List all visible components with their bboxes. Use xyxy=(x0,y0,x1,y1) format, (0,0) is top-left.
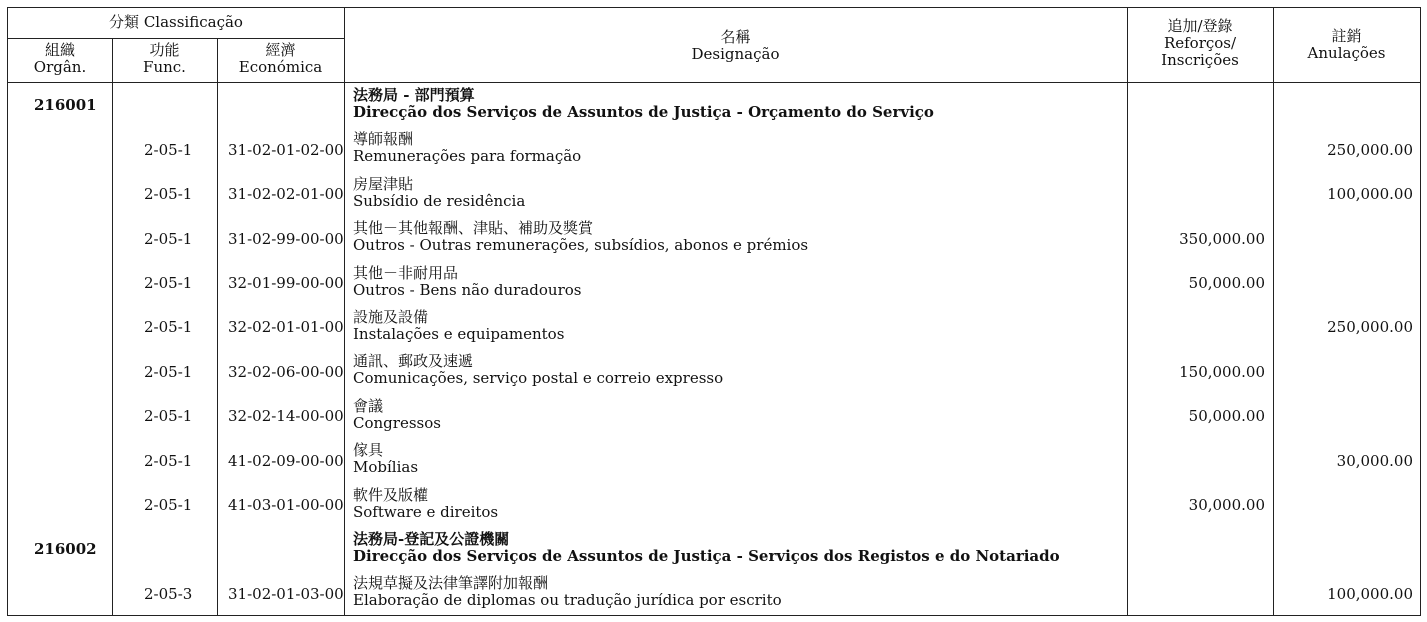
row-designacao xyxy=(353,442,418,476)
header-anulacoes xyxy=(1273,28,1420,62)
row-reforcos: 30,000.00 xyxy=(1188,496,1265,514)
section-organ-code: 216001 xyxy=(34,96,97,114)
row-econ: 41-02-09-00-00 xyxy=(228,452,344,470)
row-desig-zh: 軟件及版權 xyxy=(353,486,429,504)
row-designacao xyxy=(353,398,441,432)
col-divider-econ xyxy=(344,8,345,615)
row-desig-zh: 其他－非耐用品 xyxy=(353,264,459,282)
row-econ: 31-02-02-01-00 xyxy=(228,185,344,203)
row-desig-zh: 傢具 xyxy=(353,441,384,459)
header-designacao-pt: Designação xyxy=(691,45,780,63)
row-anulacoes: 250,000.00 xyxy=(1327,318,1413,336)
header-reforcos-zh: 追加/登錄 xyxy=(1167,17,1233,35)
header-reforcos xyxy=(1127,18,1273,69)
row-func: 2-05-1 xyxy=(144,141,193,159)
row-designacao xyxy=(353,176,525,210)
row-reforcos: 150,000.00 xyxy=(1179,363,1265,381)
row-desig-pt: Remunerações para formação xyxy=(353,147,582,165)
row-econ: 32-02-14-00-00 xyxy=(228,407,344,425)
row-func: 2-05-1 xyxy=(144,274,193,292)
row-econ: 31-02-01-02-00 xyxy=(228,141,344,159)
row-func: 2-05-3 xyxy=(144,585,193,603)
row-desig-zh: 設施及設備 xyxy=(353,308,429,326)
row-econ: 32-02-01-01-00 xyxy=(228,318,344,336)
row-func: 2-05-1 xyxy=(144,452,193,470)
header-reforcos-pt1: Reforços/ xyxy=(1163,34,1237,52)
header-econ xyxy=(217,42,344,76)
row-desig-pt: Congressos xyxy=(353,414,441,432)
section-organ-code: 216002 xyxy=(34,540,97,558)
header-func-zh: 功能 xyxy=(149,41,180,59)
row-anulacoes: 100,000.00 xyxy=(1327,185,1413,203)
row-func: 2-05-1 xyxy=(144,496,193,514)
header-organ-pt: Orgân. xyxy=(33,58,87,76)
row-designacao xyxy=(353,309,564,343)
row-anulacoes: 30,000.00 xyxy=(1336,452,1413,470)
col-divider-desig xyxy=(1127,8,1128,615)
header-anulacoes-pt: Anulações xyxy=(1307,44,1386,62)
row-designacao xyxy=(353,575,782,609)
section-title-zh: 法務局-登記及公證機關 xyxy=(353,530,510,548)
row-designacao xyxy=(353,220,808,254)
header-func-pt: Func. xyxy=(143,58,186,76)
row-econ: 31-02-99-00-00 xyxy=(228,230,344,248)
header-classificacao: 分類 Classificação xyxy=(109,13,243,31)
row-anulacoes: 250,000.00 xyxy=(1327,141,1413,159)
col-divider-func xyxy=(217,38,218,615)
row-econ: 41-03-01-00-00 xyxy=(228,496,344,514)
row-desig-zh: 房屋津貼 xyxy=(353,175,414,193)
row-desig-zh: 通訊、郵政及速遞 xyxy=(353,352,474,370)
row-desig-pt: Instalações e equipamentos xyxy=(353,325,565,343)
header-reforcos-pt2: Inscrições xyxy=(1161,51,1239,69)
col-divider-reforcos xyxy=(1273,8,1274,615)
row-desig-pt: Software e direitos xyxy=(353,503,499,521)
header-designacao xyxy=(344,29,1127,63)
row-func: 2-05-1 xyxy=(144,185,193,203)
row-desig-pt: Outros - Bens não duradouros xyxy=(353,281,582,299)
row-reforcos: 50,000.00 xyxy=(1188,407,1265,425)
row-designacao xyxy=(353,353,723,387)
header-organ xyxy=(8,42,112,76)
header-designacao-zh: 名稱 xyxy=(720,28,751,46)
row-func: 2-05-1 xyxy=(144,318,193,336)
budget-table xyxy=(7,7,1421,616)
row-func: 2-05-1 xyxy=(144,363,193,381)
header-func xyxy=(112,42,217,76)
section-title-pt: Direcção dos Serviços de Assuntos de Justiça - Orçamento do Serviço xyxy=(353,103,934,121)
header-organ-zh: 組織 xyxy=(44,41,75,59)
header-econ-zh: 經濟 xyxy=(265,41,296,59)
row-econ: 32-01-99-00-00 xyxy=(228,274,344,292)
row-func: 2-05-1 xyxy=(144,407,193,425)
row-designacao xyxy=(353,131,581,165)
row-desig-pt: Elaboração de diplomas ou tradução jurídica por escrito xyxy=(353,591,782,609)
row-desig-pt: Comunicações, serviço postal e correio expresso xyxy=(353,369,724,387)
header-bottom-line xyxy=(8,82,1420,83)
row-reforcos: 50,000.00 xyxy=(1188,274,1265,292)
row-desig-pt: Mobílias xyxy=(353,458,419,476)
row-anulacoes: 100,000.00 xyxy=(1327,585,1413,603)
header-anulacoes-zh: 註銷 xyxy=(1331,27,1362,45)
row-desig-zh: 會議 xyxy=(353,397,384,415)
row-designacao xyxy=(353,487,498,521)
section-title-zh: 法務局 - 部門預算 xyxy=(353,86,475,104)
header-subdivider xyxy=(8,38,344,39)
row-desig-pt: Subsídio de residência xyxy=(353,192,526,210)
header-econ-pt: Económica xyxy=(238,58,323,76)
section-title xyxy=(353,87,934,121)
row-econ: 32-02-06-00-00 xyxy=(228,363,344,381)
row-desig-zh: 其他－其他報酬、津貼、補助及獎賞 xyxy=(353,219,594,237)
row-designacao xyxy=(353,265,582,299)
row-desig-zh: 導師報酬 xyxy=(353,130,414,148)
section-title-pt: Direcção dos Serviços de Assuntos de Justiça - Serviços dos Registos e do Notariado xyxy=(353,547,1060,565)
col-divider-organ xyxy=(112,38,113,615)
row-desig-zh: 法規草擬及法律筆譯附加報酬 xyxy=(353,574,549,592)
row-reforcos: 350,000.00 xyxy=(1179,230,1265,248)
section-title xyxy=(353,531,1060,565)
row-econ: 31-02-01-03-00 xyxy=(228,585,344,603)
row-desig-pt: Outros - Outras remunerações, subsídios, abonos e prémios xyxy=(353,236,809,254)
row-func: 2-05-1 xyxy=(144,230,193,248)
